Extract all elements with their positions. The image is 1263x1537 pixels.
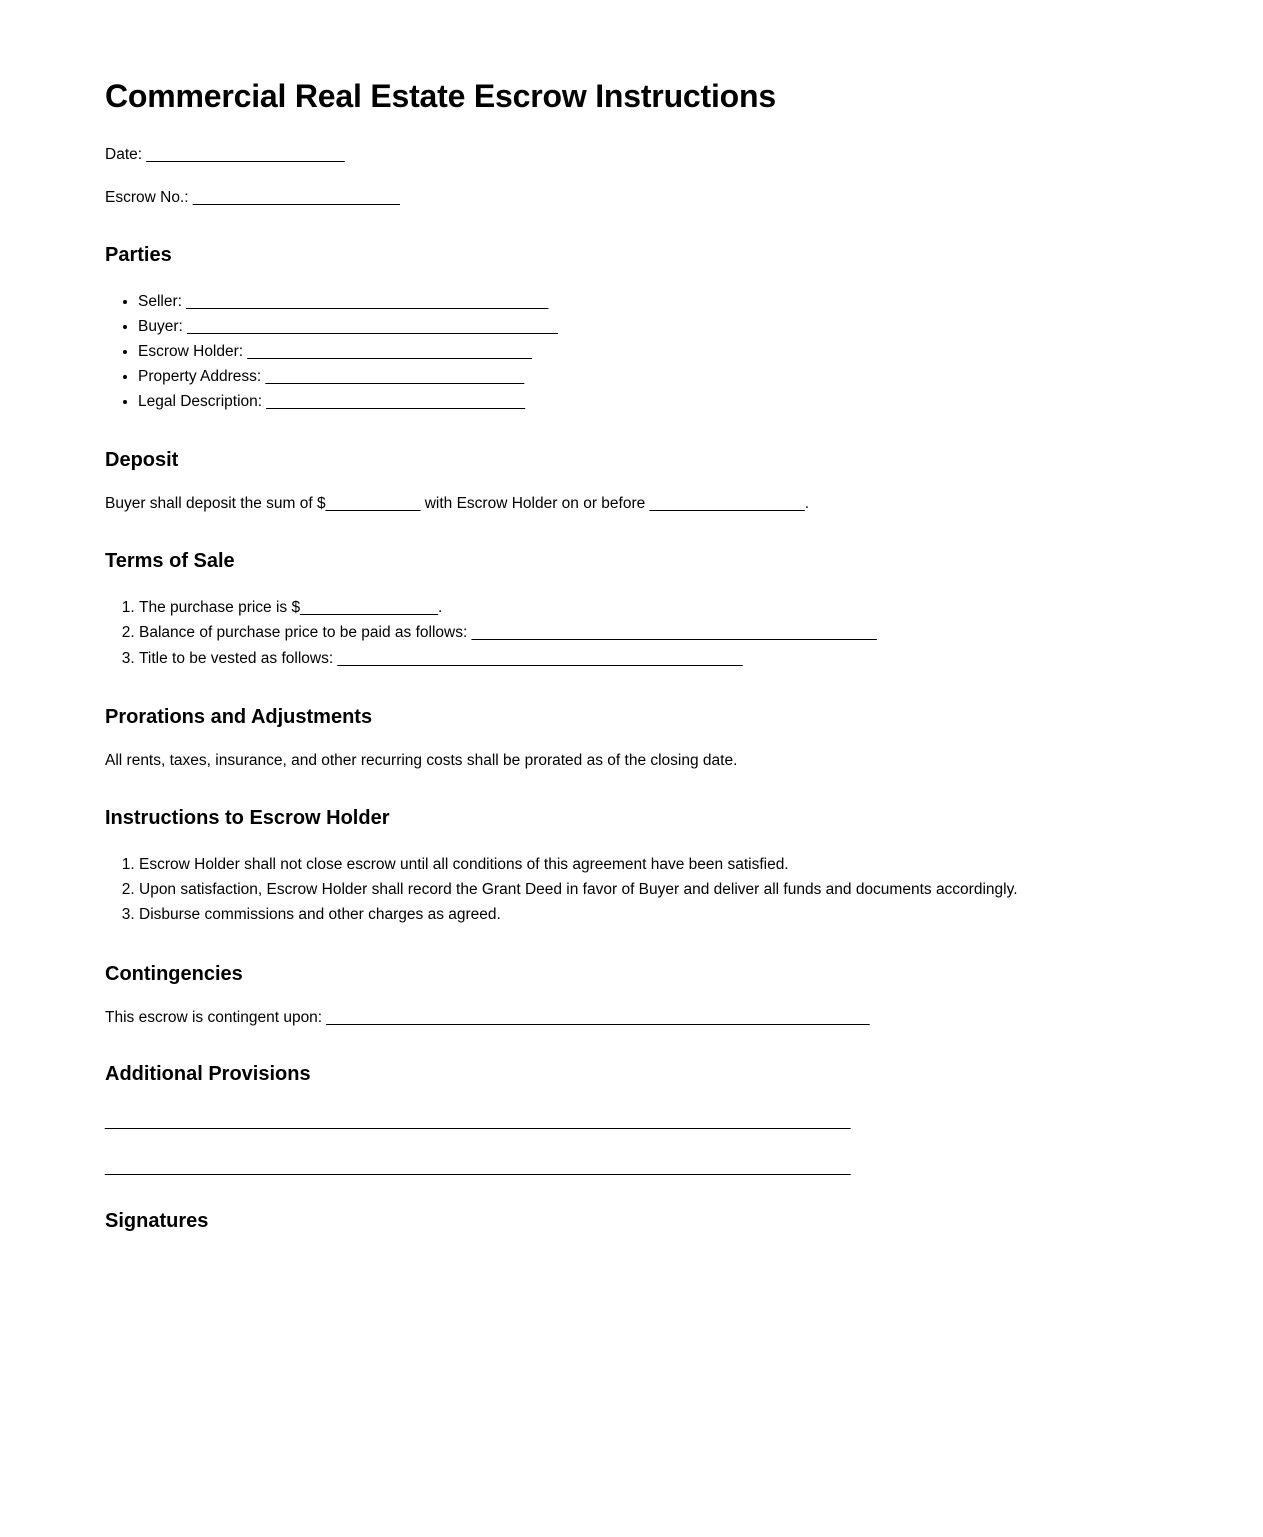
section-heading-signatures: Signatures (105, 1210, 209, 1233)
list-item: 1. Escrow Holder shall not close escrow until all conditions of this agreement have been satisfied. (139, 852, 1158, 877)
list-item (138, 389, 1158, 414)
additional-provisions-rule-2[interactable]: ________________________________________________________________________________________ (105, 1158, 851, 1176)
section-heading-contingencies: Contingencies (105, 962, 243, 985)
term-blank-balance[interactable]: _______________________________________________ (471, 624, 877, 642)
contingencies-blank[interactable]: _______________________________________________________________ (326, 1008, 870, 1026)
escrow-no-label: Escrow No.: (105, 188, 193, 206)
terms-of-sale-list (105, 595, 1158, 671)
deposit-text-after: . (804, 495, 810, 513)
instructions-list (105, 852, 1158, 928)
escrow-no-blank[interactable]: ________________________ (192, 188, 400, 206)
list-item (139, 620, 1158, 645)
party-blank-legal-description[interactable]: ______________________________ (266, 393, 525, 411)
list-item (139, 595, 1158, 620)
deposit-amount-blank[interactable]: ___________ (325, 495, 421, 513)
prorations-paragraph: All rents, taxes, insurance, and other recurring costs shall be prorated as of the closing date. (105, 751, 738, 769)
deposit-paragraph (105, 494, 1158, 515)
party-blank-escrow-holder[interactable]: _________________________________ (247, 342, 532, 360)
party-blank-buyer[interactable]: ___________________________________________ (187, 317, 558, 335)
section-heading-prorations: Prorations and Adjustments (105, 705, 373, 728)
term-text-balance: Balance of purchase price to be paid as follows: (139, 624, 472, 642)
section-heading-additional-provisions: Additional Provisions (105, 1063, 311, 1086)
contingencies-paragraph (105, 1008, 1158, 1029)
list-item: 2. Upon satisfaction, Escrow Holder shall record the Grant Deed in favor of Buyer and deliver all funds and documents accordingly. (139, 877, 1158, 902)
parties-list (105, 289, 1158, 415)
term-blank-purchase-price[interactable]: ________________ (300, 599, 439, 617)
contingencies-text: This escrow is contingent upon: (105, 1008, 327, 1026)
section-heading-terms-of-sale: Terms of Sale (105, 550, 235, 573)
party-label-legal-description: Legal Description: (138, 393, 267, 411)
escrow-no-field-line (105, 188, 1158, 209)
list-item (138, 339, 1158, 364)
party-label-property-address: Property Address: (138, 367, 266, 385)
list-item (138, 314, 1158, 339)
party-label-seller: Seller: (138, 292, 187, 310)
list-item (139, 646, 1158, 671)
list-item: 3. Disburse commissions and other charges as agreed. (139, 902, 1158, 927)
party-label-buyer: Buyer: (138, 317, 188, 335)
page-title: Commercial Real Estate Escrow Instructions (105, 78, 776, 114)
party-blank-property-address[interactable]: ______________________________ (265, 367, 525, 385)
additional-provisions-rule-1[interactable]: ________________________________________________________________________________________ (105, 1113, 851, 1131)
date-label: Date: (105, 145, 147, 163)
term-text-title-vesting: Title to be vested as follows: (139, 649, 338, 667)
term-text-purchase-price: The purchase price is $ (139, 599, 301, 617)
section-heading-parties: Parties (105, 243, 172, 266)
additional-provisions-blanks (105, 1114, 1158, 1175)
deposit-text-middle: with Escrow Holder on or before (420, 495, 650, 513)
party-label-escrow-holder: Escrow Holder: (138, 342, 248, 360)
list-item (138, 364, 1158, 389)
section-heading-instructions: Instructions to Escrow Holder (105, 806, 390, 829)
section-heading-deposit: Deposit (105, 449, 179, 472)
date-blank[interactable]: _______________________ (146, 145, 345, 163)
deposit-date-blank[interactable]: __________________ (649, 495, 805, 513)
term-blank-title-vesting[interactable]: _______________________________________________ (337, 649, 743, 667)
term-text-after-purchase-price: . (438, 599, 443, 617)
party-blank-seller[interactable]: __________________________________________ (186, 292, 549, 310)
list-item (138, 289, 1158, 314)
deposit-text-before: Buyer shall deposit the sum of $ (105, 495, 326, 513)
date-field-line (105, 145, 1158, 166)
